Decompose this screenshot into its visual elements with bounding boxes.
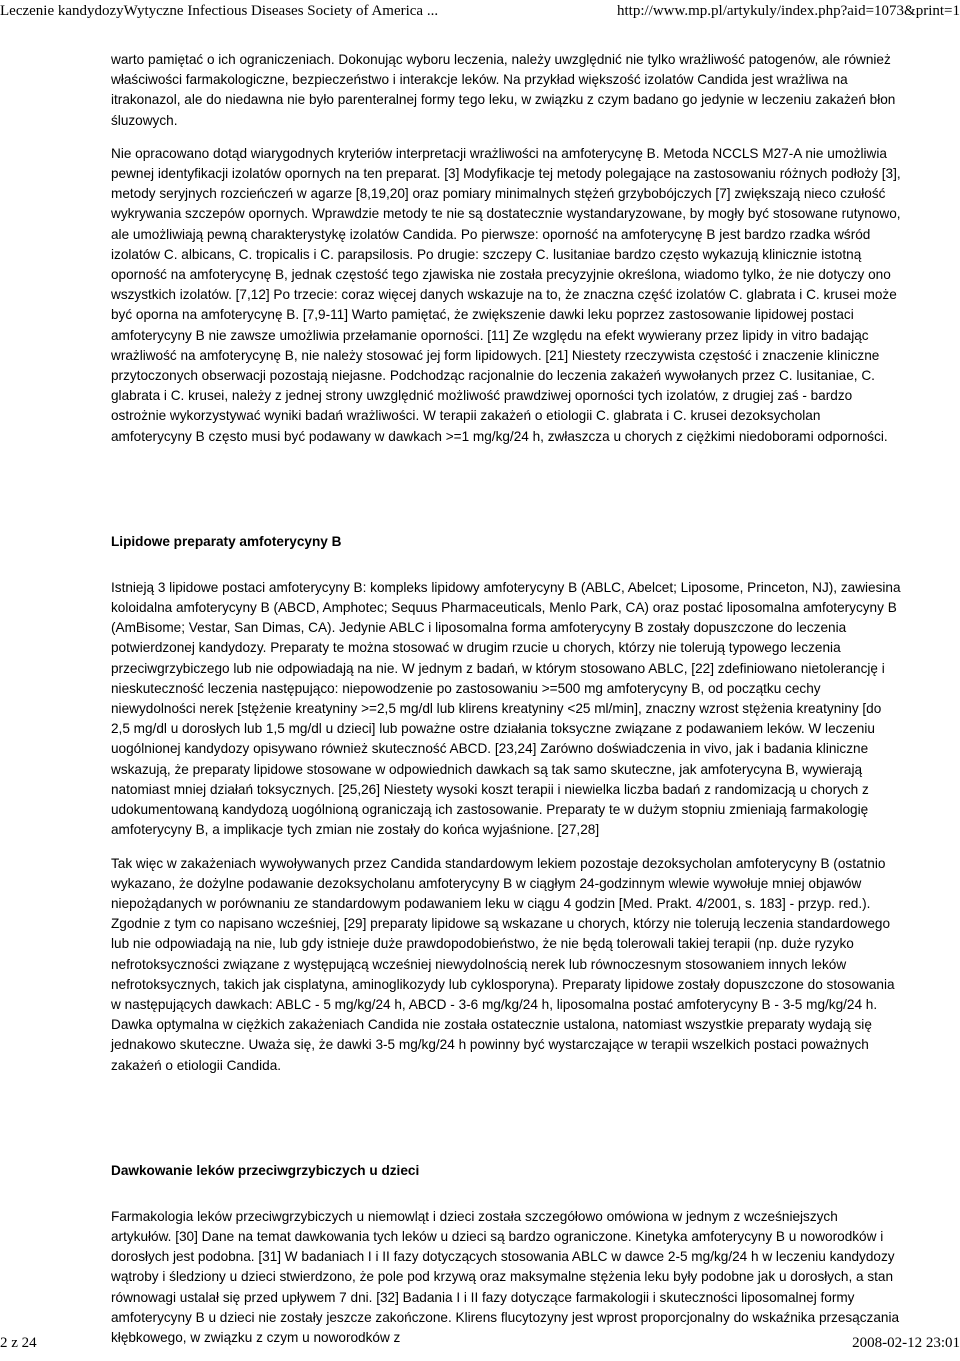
page-counter: 2 z 24 — [0, 1335, 37, 1351]
section-heading-lipid-preparations: Lipidowe preparaty amfoterycyny B — [111, 533, 342, 549]
section-heading-pediatric-dosing: Dawkowanie leków przeciwgrzybiczych u dzieci — [111, 1162, 420, 1178]
article-body — [111, 50, 901, 1361]
paragraph-limitations: warto pamiętać o ich ograniczeniach. Dokonując wyboru leczenia, należy uwzględnić nie tylko wrażliwość patogenów, ale również właściwości farmakologiczne, bezpieczeństwo i interakcje leków. Na przykład większość izolatów Candida jest wrażliwa na itrakonazol, ale do niedawna nie było parenteralnej formy tego leku, w związku z czym badano go jedynie w leczeniu zakażeń błon śluzowych. — [111, 52, 896, 128]
paragraph-pediatric-pharmacology: Farmakologia leków przeciwgrzybiczych u niemowląt i dzieci została szczegółowo omówiona w jednym z wcześniejszych artykułów. [30] Dane na temat dawkowania tych leków u dzieci są bardzo ograniczone. Kinetyka amfoterycyny B u noworodków i dorosłych jest podobna. [31] W badaniach I i II fazy dotyczących stosowania ABLC w dawce 2-5 mg/kg/24 h w leczeniu kandydozy wątroby i śledziony u dzieci stwierdzono, że pole pod krzywą oraz maksymalne stężenia leku były podobne jak u dorosłych, a stan równowagi ustalał się przed upływem 7 dni. [32] Badania I i II fazy dotyczące farmakologii i skuteczności liposomalnej formy amfoterycyny B u dzieci nie zostały jeszcze zakończone. Klirens flucytozyny jest wprost proporcjonalny do wskaźnika przesączania kłębkowego, w związku z czym u noworodków z — [111, 1208, 900, 1345]
paragraph-amphotericin-resistance: Nie opracowano dotąd wiarygodnych kryteriów interpretacji wrażliwości na amfoterycynę B. Metoda NCCLS M27-A nie umożliwia pewnej identyfikacji izolatów opornych na ten preparat. [3] Modyfikacje tej metody polegające na zastosowaniu różnych podłoży [3], metody seryjnych rozcieńczeń w agarze [8,19,20] oraz pomiary minimalnych stężeń grzybobójczych [7] zwiększają nieco czułość wykrywania szczepów opornych. Wprawdzie metody te nie są dostatecznie wystandaryzowane, by mogły być stosowane rutynowo, ale umożliwiają pewną charakterystykę izolatów Candida. Po pierwsze: oporność na amfoterycynę B jest bardzo rzadka wśród izolatów C. albicans, C. tropicalis i C. parapsilosis. Po drugie: szczepy C. lusitaniae bardzo często wykazują klinicznie istotną oporność na amfoterycynę B, jednak częstość tego zjawiska nie została precyzyjnie określona, wiadomo tylko, że nie dotyczy ono wszystkich izolatów. [7,12] Po trzecie: coraz więcej danych wskazuje na to, że znaczna część izolatów C. glabrata i C. krusei może być oporna na amfoterycynę B. [7,9-11] Warto pamiętać, że zwiększenie dawki leku poprzez zastosowanie lipidowej postaci amfoterycyny B nie zawsze umożliwia przełamanie oporności. [11] Ze względu na efekt wywierany przez lipidy in vitro badając wrażliwość na amfoterycynę B, nie należy stosować jej form lipidowych. [21] Niestety rzeczywista częstość i znaczenie kliniczne przytoczonych obserwacji pozostają niejasne. Podchodząc racjonalnie do leczenia zakażeń wywołanych przez C. lusitaniae, C. glabrata i C. krusei, należy z jednej strony uwzględnić możliwość prawdziwej oporności tych izolatów, z drugiej zaś - bardzo ostrożnie wykorzystywać wyniki badań wrażliwości. W terapii zakażeń o etiologii C. glabrata i C. krusei dezoksycholan amfoterycyny B często musi być podawany w dawkach >=1 mg/kg/24 h, zwłaszcza u chorych z ciężkimi niedoborami odporności. — [111, 145, 901, 444]
print-header — [0, 0, 960, 22]
page-url: http://www.mp.pl/artykuly/index.php?aid=1073&print=1 — [617, 3, 960, 19]
paragraph-lipid-forms: Istnieją 3 lipidowe postaci amfoterycyny B: kompleks lipidowy amfoterycyny B (ABLC, Abelcet; Liposome, Princeton, NJ), zawiesina koloidalna amfoterycyny B (ABCD, Amphotec; Sequus Pharmaceuticals, Menlo Park, CA) oraz postać liposomalna amfoterycyny B (AmBisome; Vestar, San Dimas, CA). Jedynie ABLC i liposomalna forma amfoterycyny B zostały dopuszczone do leczenia potwierdzonej kandydozy. Preparaty te można stosować w drugim rzucie u chorych, którzy nie tolerują typowego leczenia przeciwgrzybiczego lub nie odpowiadają na nie. W jednym z badań, w którym stosowano ABLC, [22] zdefiniowano nietolerancję i nieskuteczność leczenia następująco: niepowodzenie po zastosowaniu >=500 mg amfoterycyny B, od początku cechy niewydolności nerek [stężenie kreatyniny >=2,5 mg/dl lub klirens kreatyniny <25 ml/min], znaczny wzrost stężenia kreatyniny [do 2,5 mg/dl u dorosłych lub 1,5 mg/dl u dzieci] lub poważne ostre działania toksyczne związane z podawaniem leków. W leczeniu uogólnionej kandydozy opisywano również skuteczność ABCD. [23,24] Zarówno doświadczenia in vivo, jak i badania kliniczne wskazują, że preparaty lipidowe stosowane w odpowiednich dawkach są tak samo skuteczne, jak amfoterycyna B, wywierają natomiast mniej działań toksycznych. [25,26] Niestety wysoki koszt terapii i niewielka liczba badań z randomizacją u chorych z udokumentowaną kandydozą uogólnioną ograniczają ich zastosowanie. Preparaty te w dużym stopniu zmieniają farmakologię amfoterycyny B, a implikacje tych zmian nie zostały do końca wyjaśnione. [27,28] — [111, 579, 901, 838]
page-title: Leczenie kandydozyWytyczne Infectious Diseases Society of America ... — [0, 3, 439, 19]
print-footer — [0, 1332, 960, 1354]
paragraph-lipid-indications: Tak więc w zakażeniach wywoływanych przez Candida standardowym lekiem pozostaje dezoksycholan amfoterycyny B (ostatnio wykazano, że dożylne podawanie dezoksycholanu amfoterycyny B w ciągłym 24-godzinnym wlewie wywołuje mniej objawów niepożądanych w porównaniu ze standardowym podawaniem leku w ciągu 4 godzin [Med. Prakt. 4/2001, s. 183] - przyp. red.). Zgodnie z tym co napisano wcześniej, [29] preparaty lipidowe są wskazane u chorych, którzy nie tolerują leczenia standardowego lub nie odpowiadają na nie, lub gdy istnieje duże prawdopodobieństwo, że nie będą tolerowali takiej terapii (np. duże ryzyko nefrotoksyczności związane z występującą wcześniej niewydolnością nerek lub równoczesnym stosowaniem innych leków nefrotoksycznych, takich jak cisplatyna, aminoglikozydy lub cyklosporyna). Preparaty lipidowe zostały dopuszczone do stosowania w następujących dawkach: ABLC - 5 mg/kg/24 h, ABCD - 3-6 mg/kg/24 h, liposomalna postać amfoterycyny B - 3-5 mg/kg/24 h. Dawka optymalna w ciężkich zakażeniach Candida nie została ostatecznie ustalona, natomiast wszystkie preparaty wydają się jednakowo skuteczne. Uważa się, że dawki 3-5 mg/kg/24 h powinny być wystarczające w terapii wszelkich postaci poważnych zakażeń o etiologii Candida. — [111, 855, 895, 1073]
print-timestamp: 2008-02-12 23:01 — [852, 1335, 960, 1351]
